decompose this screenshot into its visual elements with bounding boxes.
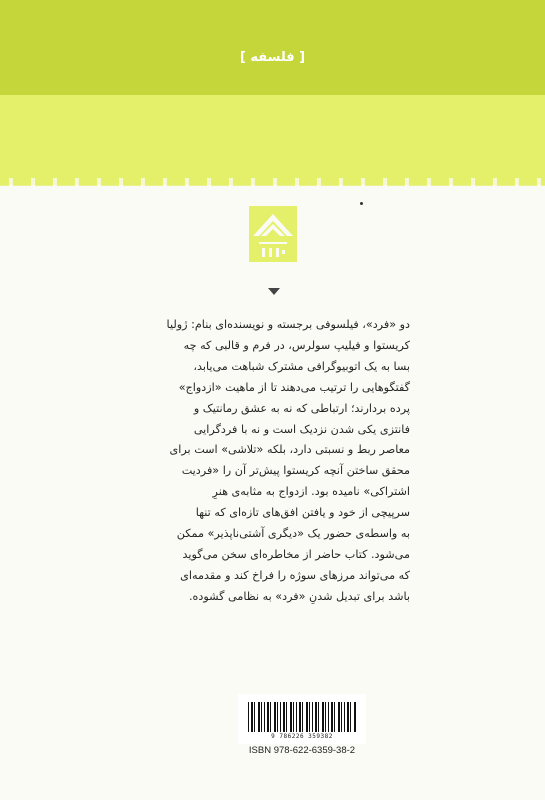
cover-mid-band [0,95,545,185]
blurb-line: دو «فرد»، فیلسوفی برجسته و نویسنده‌ای بنام: ژولیا [166,318,410,331]
cover-band-torn-edge [0,178,545,186]
blurb-line: کریستوا و فیلیپ سولرس، در فرم و قالبی که چه [183,338,410,352]
back-cover-blurb [138,315,410,608]
barcode-bars [248,702,356,732]
blurb-line: باشد برای تبدیل شدنِ «فرد» به نظامی گشوده. [188,589,410,603]
category-label: [ فلسفه ] [239,50,306,65]
blurb-line: فانتزی یکی شدن نزدیک است و نه با فردگرایی [193,422,410,436]
speck-mark [360,202,363,205]
blurb-line: بسا به یک اتوبیوگرافی مشترک شباهت می‌یابد، [193,359,410,373]
barcode-digits: 9 786226 359382 [271,733,333,740]
blurb-line: می‌شود. کتاب حاضر از مخاطره‌ای سخن می‌گوید [182,547,410,561]
barcode [238,694,366,744]
blurb-line: اشتراکی» نامیده بود. ازدواج به مثابه‌ی هنرِ [212,485,410,499]
publisher-logo-icon [249,206,297,262]
blurb-line: پرده بردارند؛ ارتباطی که نه به عشق رمانتیک و [193,401,410,415]
isbn-text: ISBN 978-622-6359-38-2 [248,745,356,756]
blurb-line: معاصر ربط و نسبتی دارد، بلکه «تلاشی» است برای [169,443,410,457]
cover-top-band [0,0,545,95]
blurb-line: گفتگوهایی را ترتیب می‌دهند تا از ماهیت «ازدواج» [178,380,410,394]
blurb-line: محقق ساختن آنچه کریستوا پیش‌تر آن را «فردیت [181,464,410,478]
triangle-down-icon [268,288,280,295]
blurb-line: که می‌تواند مرزهای سوژه را فراخ کند و مقدمه‌ای [180,568,410,582]
blurb-line: به واسطه‌ی حضور یک «دیگری آشتی‌ناپذیر» ممکن [176,527,410,541]
blurb-line: سرپیچی از خود و یافتن افق‌های تازه‌ای که تنها [195,506,410,520]
